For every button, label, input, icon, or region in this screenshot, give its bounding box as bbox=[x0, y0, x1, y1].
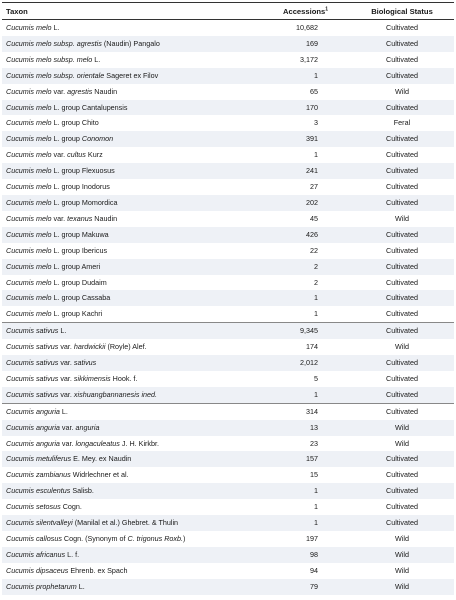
accessions-cell: 157 bbox=[264, 451, 350, 467]
taxon-name-part: Cucumis melo bbox=[6, 229, 52, 239]
taxon-name-part: L. group Cantalupensis bbox=[51, 102, 128, 112]
taxon-table-document bbox=[2, 0, 454, 595]
taxon-name-part: Ehrenb. ex Spach bbox=[68, 565, 128, 575]
biological-status-cell: Cultivated bbox=[350, 52, 454, 68]
biological-status-cell: Feral bbox=[350, 115, 454, 131]
taxon-cell bbox=[2, 163, 264, 179]
accessions-cell: 5 bbox=[264, 371, 350, 387]
accessions-cell: 13 bbox=[264, 420, 350, 436]
taxon-name-part: Cucumis melo bbox=[6, 245, 52, 255]
taxon-cell bbox=[2, 323, 264, 339]
biological-status-cell: Cultivated bbox=[350, 227, 454, 243]
taxon-name-part: Cucumis dipsaceus bbox=[6, 565, 69, 575]
taxon-name-part: Cucumis melo bbox=[6, 134, 52, 144]
taxon-cell bbox=[2, 387, 264, 403]
table-row bbox=[2, 147, 454, 163]
biological-status-cell: Wild bbox=[350, 563, 454, 579]
taxon-name-part: Cucumis anguria bbox=[6, 406, 60, 416]
biological-status-cell: Cultivated bbox=[350, 36, 454, 52]
taxon-cell bbox=[2, 483, 264, 499]
accessions-cell: 2 bbox=[264, 259, 350, 275]
accessions-cell: 65 bbox=[264, 84, 350, 100]
table-row bbox=[2, 499, 454, 515]
accessions-cell: 391 bbox=[264, 131, 350, 147]
taxon-name-part: (Naudin) Pangalo bbox=[101, 38, 160, 48]
taxon-cell bbox=[2, 36, 264, 52]
taxon-name-part: Cucumis melo bbox=[6, 261, 52, 271]
biological-status-cell: Cultivated bbox=[350, 323, 454, 339]
taxon-name-part: texanus bbox=[67, 213, 93, 223]
table-row bbox=[2, 467, 454, 483]
taxon-cell bbox=[2, 371, 264, 387]
taxon-name-part: Cucumis melo subsp. melo bbox=[6, 54, 93, 64]
taxon-cell bbox=[2, 563, 264, 579]
biological-status-cell: Cultivated bbox=[350, 195, 454, 211]
biological-status-cell: Cultivated bbox=[350, 499, 454, 515]
taxon-name-part: Cucumis silentvalleyi bbox=[6, 518, 73, 528]
taxon-name-part: L. group Ameri bbox=[51, 261, 101, 271]
taxon-name-part: Widrlechner et al. bbox=[70, 470, 129, 480]
accessions-cell: 22 bbox=[264, 243, 350, 259]
taxon-name-part: Cucumis zambianus bbox=[6, 470, 71, 480]
biological-status-cell: Cultivated bbox=[350, 515, 454, 531]
taxon-name-part: L. group Kachri bbox=[51, 309, 103, 319]
table-row bbox=[2, 371, 454, 387]
taxon-cell bbox=[2, 436, 264, 452]
biological-status-cell: Cultivated bbox=[350, 68, 454, 84]
taxon-name-part: Cucumis melo bbox=[6, 213, 52, 223]
accessions-cell: 2 bbox=[264, 275, 350, 291]
header-accessions bbox=[264, 3, 350, 20]
accessions-cell: 23 bbox=[264, 436, 350, 452]
accessions-cell: 3,172 bbox=[264, 52, 350, 68]
taxon-name-part: Cucumis esculentus bbox=[6, 486, 71, 496]
table-row bbox=[2, 115, 454, 131]
taxon-name-part: Cucumis melo bbox=[6, 293, 52, 303]
table-row bbox=[2, 387, 454, 403]
accessions-cell: 197 bbox=[264, 531, 350, 547]
taxon-accessions-table bbox=[2, 2, 454, 595]
taxon-name-part: Cucumis melo bbox=[6, 118, 52, 128]
taxon-name-part: Cucumis sativus bbox=[6, 373, 59, 383]
taxon-name-part: ) bbox=[182, 534, 186, 543]
accessions-cell: 15 bbox=[264, 467, 350, 483]
biological-status-cell: Cultivated bbox=[350, 403, 454, 419]
taxon-name-part: Cucumis sativus bbox=[6, 358, 59, 368]
header-taxon bbox=[2, 3, 264, 20]
table-row bbox=[2, 20, 454, 36]
taxon-cell bbox=[2, 339, 264, 355]
taxon-name-part: Cucumis anguria bbox=[6, 422, 60, 432]
taxon-name-part: Cucumis metuliferus bbox=[6, 454, 72, 464]
table-row bbox=[2, 68, 454, 84]
biological-status-cell: Cultivated bbox=[350, 131, 454, 147]
biological-status-cell: Cultivated bbox=[350, 100, 454, 116]
biological-status-cell: Cultivated bbox=[350, 275, 454, 291]
taxon-name-part: Cogn. bbox=[60, 502, 82, 512]
taxon-name-part: L. bbox=[51, 23, 60, 32]
table-row bbox=[2, 420, 454, 436]
accessions-cell: 79 bbox=[264, 579, 350, 595]
table-row bbox=[2, 275, 454, 291]
taxon-cell bbox=[2, 547, 264, 563]
table-row bbox=[2, 243, 454, 259]
taxon-name-part: sikkimensis bbox=[73, 373, 111, 383]
biological-status-cell: Wild bbox=[350, 436, 454, 452]
biological-status-cell: Cultivated bbox=[350, 147, 454, 163]
accessions-cell: 1 bbox=[264, 483, 350, 499]
accessions-cell: 2,012 bbox=[264, 355, 350, 371]
table-row bbox=[2, 547, 454, 563]
header-biological-status bbox=[350, 3, 454, 20]
table-row bbox=[2, 531, 454, 547]
taxon-cell bbox=[2, 100, 264, 116]
header-status-label: Biological Status bbox=[371, 6, 433, 16]
taxon-cell bbox=[2, 179, 264, 195]
biological-status-cell: Wild bbox=[350, 420, 454, 436]
table-row bbox=[2, 36, 454, 52]
biological-status-cell: Wild bbox=[350, 531, 454, 547]
taxon-name-part: Cucumis melo subsp. orientale bbox=[6, 70, 105, 80]
taxon-name-part: Cucumis sativus bbox=[6, 326, 59, 336]
accessions-cell: 45 bbox=[264, 211, 350, 227]
accessions-cell: 1 bbox=[264, 68, 350, 84]
accessions-cell: 426 bbox=[264, 227, 350, 243]
header-taxon-label: Taxon bbox=[6, 6, 28, 16]
taxon-name-part: Sageret ex Filov bbox=[104, 70, 159, 80]
taxon-cell bbox=[2, 275, 264, 291]
taxon-name-part: Conomon bbox=[81, 134, 114, 144]
taxon-cell bbox=[2, 515, 264, 531]
taxon-cell bbox=[2, 451, 264, 467]
table-header-row bbox=[2, 3, 454, 20]
table-row bbox=[2, 436, 454, 452]
taxon-name-part: C. trigonus Roxb. bbox=[127, 534, 183, 543]
taxon-name-part: xishuangbannanesis ined. bbox=[73, 389, 158, 399]
taxon-name-part: L. bbox=[92, 54, 101, 64]
accessions-cell: 10,682 bbox=[264, 20, 350, 36]
taxon-cell bbox=[2, 499, 264, 515]
taxon-cell bbox=[2, 306, 264, 322]
taxon-name-part: Cucumis sativus bbox=[6, 342, 59, 352]
taxon-cell bbox=[2, 52, 264, 68]
taxon-cell bbox=[2, 403, 264, 419]
taxon-name-part: Naudin bbox=[92, 213, 118, 223]
accessions-cell: 202 bbox=[264, 195, 350, 211]
taxon-name-part: L. f. bbox=[65, 549, 80, 559]
table-row bbox=[2, 290, 454, 306]
header-accessions-footnote: 1 bbox=[325, 5, 328, 12]
table-row bbox=[2, 306, 454, 322]
taxon-name-part: Cucumis anguria bbox=[6, 438, 60, 448]
accessions-cell: 169 bbox=[264, 36, 350, 52]
taxon-cell bbox=[2, 355, 264, 371]
biological-status-cell: Cultivated bbox=[350, 243, 454, 259]
taxon-cell bbox=[2, 147, 264, 163]
taxon-name-part: Cogn. (Synonym of bbox=[61, 534, 128, 543]
biological-status-cell: Cultivated bbox=[350, 290, 454, 306]
table-row bbox=[2, 355, 454, 371]
taxon-cell bbox=[2, 579, 264, 595]
taxon-name-part: L. group Inodorus bbox=[51, 182, 110, 192]
taxon-name-part: L. bbox=[58, 326, 67, 336]
taxon-cell bbox=[2, 531, 264, 547]
header-accessions-label: Accessions bbox=[283, 6, 326, 16]
accessions-cell: 27 bbox=[264, 179, 350, 195]
biological-status-cell: Cultivated bbox=[350, 355, 454, 371]
taxon-name-part: sativus bbox=[73, 358, 97, 368]
taxon-name-part: L. bbox=[59, 406, 68, 416]
taxon-name-part: Naudin bbox=[92, 86, 118, 96]
table-body bbox=[2, 20, 454, 595]
accessions-cell: 94 bbox=[264, 563, 350, 579]
table-row bbox=[2, 403, 454, 419]
accessions-cell: 3 bbox=[264, 115, 350, 131]
taxon-name-part: Cucumis melo subsp. agrestis bbox=[6, 38, 102, 48]
table-row bbox=[2, 100, 454, 116]
taxon-name-part: L. group Makuwa bbox=[51, 229, 109, 239]
taxon-name-part: Cucumis melo bbox=[6, 182, 52, 192]
table-row bbox=[2, 515, 454, 531]
accessions-cell: 241 bbox=[264, 163, 350, 179]
biological-status-cell: Wild bbox=[350, 339, 454, 355]
biological-status-cell: Cultivated bbox=[350, 179, 454, 195]
taxon-name-part: Cucumis melo bbox=[6, 166, 52, 176]
biological-status-cell: Cultivated bbox=[350, 483, 454, 499]
accessions-cell: 170 bbox=[264, 100, 350, 116]
taxon-name-part: L. group Ibericus bbox=[51, 245, 108, 255]
taxon-cell bbox=[2, 211, 264, 227]
taxon-name-part: L. group Cassaba bbox=[51, 293, 111, 303]
table-row bbox=[2, 483, 454, 499]
table-row bbox=[2, 451, 454, 467]
taxon-name-part: longaculeatus bbox=[75, 438, 120, 448]
accessions-cell: 1 bbox=[264, 306, 350, 322]
table-row bbox=[2, 227, 454, 243]
biological-status-cell: Cultivated bbox=[350, 371, 454, 387]
taxon-name-part: anguria bbox=[75, 422, 100, 432]
biological-status-cell: Cultivated bbox=[350, 306, 454, 322]
taxon-cell bbox=[2, 420, 264, 436]
accessions-cell: 1 bbox=[264, 387, 350, 403]
taxon-cell bbox=[2, 195, 264, 211]
taxon-name-part: Salisb. bbox=[70, 486, 94, 496]
taxon-name-part: L. group Flexuosus bbox=[51, 166, 115, 176]
taxon-name-part: L. group Chito bbox=[51, 118, 99, 128]
accessions-cell: 1 bbox=[264, 499, 350, 515]
biological-status-cell: Wild bbox=[350, 211, 454, 227]
taxon-name-part: L. group bbox=[51, 134, 82, 144]
taxon-name-part: var. bbox=[59, 422, 76, 432]
taxon-name-part: Cucumis melo bbox=[6, 86, 52, 96]
accessions-cell: 314 bbox=[264, 403, 350, 419]
taxon-name-part: var. bbox=[51, 213, 68, 223]
taxon-name-part: Cucumis africanus bbox=[6, 549, 66, 559]
taxon-name-part: (Manilal et al.) Ghebret. & Thulin bbox=[72, 518, 179, 528]
taxon-name-part: Cucumis setosus bbox=[6, 502, 61, 512]
biological-status-cell: Cultivated bbox=[350, 163, 454, 179]
table-row bbox=[2, 579, 454, 595]
taxon-name-part: Cucumis prophetarum bbox=[6, 581, 77, 591]
biological-status-cell: Cultivated bbox=[350, 467, 454, 483]
biological-status-cell: Wild bbox=[350, 84, 454, 100]
taxon-cell bbox=[2, 467, 264, 483]
taxon-name-part: Cucumis sativus bbox=[6, 389, 59, 399]
taxon-name-part: var. bbox=[58, 358, 74, 368]
biological-status-cell: Cultivated bbox=[350, 387, 454, 403]
accessions-cell: 9,345 bbox=[264, 323, 350, 339]
taxon-name-part: Cucumis melo bbox=[6, 150, 52, 160]
taxon-name-part: agrestis bbox=[67, 86, 93, 96]
taxon-cell bbox=[2, 227, 264, 243]
table-row bbox=[2, 211, 454, 227]
taxon-name-part: var. bbox=[58, 342, 74, 352]
accessions-cell: 1 bbox=[264, 147, 350, 163]
table-row bbox=[2, 323, 454, 339]
table-row bbox=[2, 131, 454, 147]
table-row bbox=[2, 179, 454, 195]
taxon-cell bbox=[2, 20, 264, 36]
biological-status-cell: Wild bbox=[350, 547, 454, 563]
biological-status-cell: Cultivated bbox=[350, 259, 454, 275]
taxon-name-part: E. Mey. ex Naudin bbox=[71, 454, 132, 464]
taxon-cell bbox=[2, 68, 264, 84]
table-row bbox=[2, 195, 454, 211]
table-row bbox=[2, 339, 454, 355]
taxon-name-part: cultus bbox=[67, 150, 86, 160]
taxon-name-part: Cucumis melo bbox=[6, 102, 52, 112]
taxon-name-part: var. bbox=[58, 373, 74, 383]
biological-status-cell: Wild bbox=[350, 579, 454, 595]
taxon-cell bbox=[2, 115, 264, 131]
biological-status-cell: Cultivated bbox=[350, 20, 454, 36]
taxon-name-part: Cucumis melo bbox=[6, 23, 52, 32]
biological-status-cell: Cultivated bbox=[350, 451, 454, 467]
table-row bbox=[2, 52, 454, 68]
taxon-name-part: Cucumis melo bbox=[6, 197, 52, 207]
taxon-cell bbox=[2, 290, 264, 306]
taxon-name-part: (Royle) Alef. bbox=[105, 342, 147, 352]
taxon-name-part: var. bbox=[51, 150, 68, 160]
taxon-name-part: L. bbox=[76, 581, 85, 591]
taxon-cell bbox=[2, 243, 264, 259]
table-row bbox=[2, 563, 454, 579]
taxon-name-part: L. group Dudaim bbox=[51, 277, 107, 287]
taxon-name-part: Cucumis melo bbox=[6, 309, 52, 319]
taxon-cell bbox=[2, 84, 264, 100]
table-row bbox=[2, 259, 454, 275]
taxon-name-part: var. bbox=[58, 389, 74, 399]
taxon-name-part: var. bbox=[59, 438, 76, 448]
taxon-name-part: Hook. f. bbox=[110, 373, 138, 383]
taxon-name-part: Cucumis melo bbox=[6, 277, 52, 287]
taxon-name-part: hardwickii bbox=[73, 342, 106, 352]
accessions-cell: 1 bbox=[264, 290, 350, 306]
taxon-name-part: var. bbox=[51, 86, 68, 96]
taxon-name-part: Kurz bbox=[85, 150, 103, 160]
accessions-cell: 174 bbox=[264, 339, 350, 355]
accessions-cell: 98 bbox=[264, 547, 350, 563]
accessions-cell: 1 bbox=[264, 515, 350, 531]
taxon-cell bbox=[2, 131, 264, 147]
taxon-name-part: L. group Momordica bbox=[51, 197, 118, 207]
taxon-name-part: J. H. Kirkbr. bbox=[119, 438, 160, 448]
taxon-cell bbox=[2, 259, 264, 275]
table-row bbox=[2, 84, 454, 100]
taxon-name-part: Cucumis callosus bbox=[6, 534, 62, 543]
table-row bbox=[2, 163, 454, 179]
